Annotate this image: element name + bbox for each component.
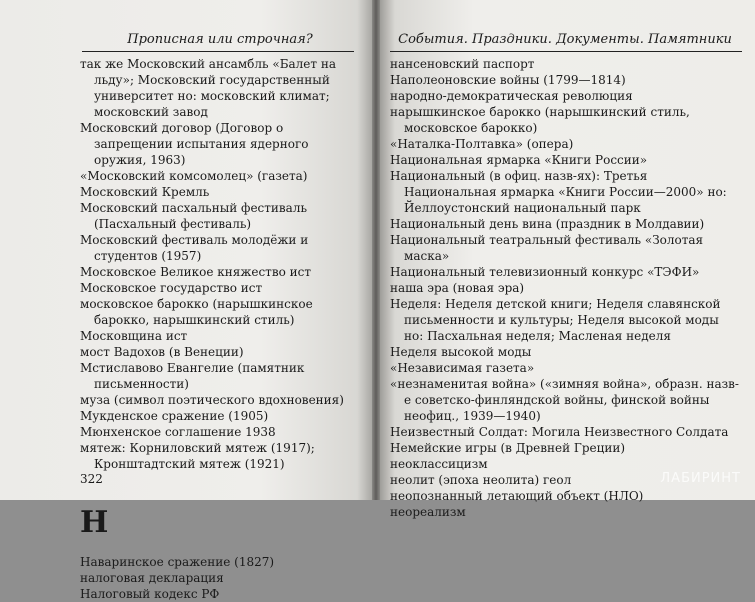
dictionary-entry: московское барокко (нарышкинское барокко, нарышкинский стиль) (80, 297, 313, 327)
dictionary-entry: налоговая декларация (80, 571, 224, 585)
right-page (380, 0, 755, 519)
dictionary-entry: Национальный телевизионный конкурс «ТЭФИ» (390, 265, 700, 279)
dictionary-entry: народно-демократическая революция (390, 89, 633, 103)
dictionary-entry: нарышкинское барокко (нарышкинский стиль, московское барокко) (390, 105, 690, 135)
left-page (0, 0, 372, 601)
right-running-head: События. Праздники. Документы. Памятники (398, 32, 732, 47)
book-spine (372, 0, 380, 500)
dictionary-entry: Национальный театральный фестиваль «Золотая маска» (390, 233, 704, 263)
dictionary-entry: «Наталка-Полтавка» (опера) (390, 137, 574, 151)
dictionary-entry: Национальный день вина (праздник в Молдавии) (390, 217, 705, 231)
dictionary-entry: так же Московский ансамбль «Балет на льду»; Московский государственный университет но: московский климат; московский завод (80, 57, 337, 119)
dictionary-entry: нансеновский паспорт (390, 57, 535, 71)
dictionary-entry: Неделя высокой моды (390, 345, 532, 359)
dictionary-entry: Налоговый кодекс РФ (80, 587, 220, 601)
dictionary-entry: Московское государство ист (80, 281, 263, 295)
left-header-rule (82, 51, 354, 52)
dictionary-entry: Московский пасхальный фестиваль (Пасхальный фестиваль) (80, 201, 307, 231)
dictionary-entry: Наваринское сражение (1827) (80, 555, 275, 569)
dictionary-entry: Национальная ярмарка «Книги России» (390, 153, 648, 167)
dictionary-entry: неоклассицизм (390, 457, 488, 471)
dictionary-entry: неолит (эпоха неолита) геол (390, 473, 572, 487)
page-number: 322 (80, 472, 103, 486)
dictionary-entry: Московский договор (Договор о запрещении испытания ядерного оружия, 1963) (80, 121, 309, 167)
dictionary-entry: Московщина ист (80, 329, 188, 343)
dictionary-entry: «Независимая газета» (390, 361, 535, 375)
dictionary-entry: неопознанный летающий объект (НЛО) (390, 489, 644, 503)
dictionary-entry: Наполеоновские войны (1799—1814) (390, 73, 626, 87)
dictionary-entry: Мукденское сражение (1905) (80, 409, 269, 423)
dictionary-entry: мятеж: Корниловский мятеж (1917); Кронштадтский мятеж (1921) (80, 441, 315, 471)
dictionary-entry: Московский фестиваль молодёжи и студентов (1957) (80, 233, 309, 263)
right-entries (390, 56, 740, 520)
dictionary-entry: Национальный (в офиц. назв-ях): Третья Национальная ярмарка «Книги России—2000» но: Йеллоустонский национальный парк (390, 169, 727, 215)
dictionary-entry: Немейские игры (в Древней Греции) (390, 441, 626, 455)
dictionary-entry: Московский Кремль (80, 185, 210, 199)
dictionary-entry: муза (символ поэтического вдохновения) (80, 393, 344, 407)
dictionary-entry: Московское Великое княжество ист (80, 265, 311, 279)
section-letter: Н (80, 505, 109, 540)
dictionary-entry: Неделя: Неделя детской книги; Неделя славянской письменности и культуры; Неделя высокой моды но: Пасхальная неделя; Масленая неделя (390, 297, 721, 343)
dictionary-entry: наша эра (новая эра) (390, 281, 525, 295)
dictionary-entry: мост Вадохов (в Венеции) (80, 345, 244, 359)
dictionary-entry: «незнаменитая война» («зимняя война», образн. назв-е советско-финляндской войны, финской войны неофиц., 1939—1940) (390, 377, 739, 423)
watermark-logo: ЛАБИРИНТ (660, 471, 741, 486)
right-header-rule (390, 51, 742, 52)
left-entries (80, 56, 356, 602)
dictionary-entry: Мстиславово Евангелие (памятник письменности) (80, 361, 305, 391)
dictionary-entry: Мюнхенское соглашение 1938 (80, 425, 276, 439)
dictionary-entry: неореализм (390, 505, 466, 519)
dictionary-entry: Неизвестный Солдат: Могила Неизвестного Солдата (390, 425, 729, 439)
left-running-head: Прописная или строчная? (127, 32, 313, 47)
dictionary-entry: «Московский комсомолец» (газета) (80, 169, 308, 183)
